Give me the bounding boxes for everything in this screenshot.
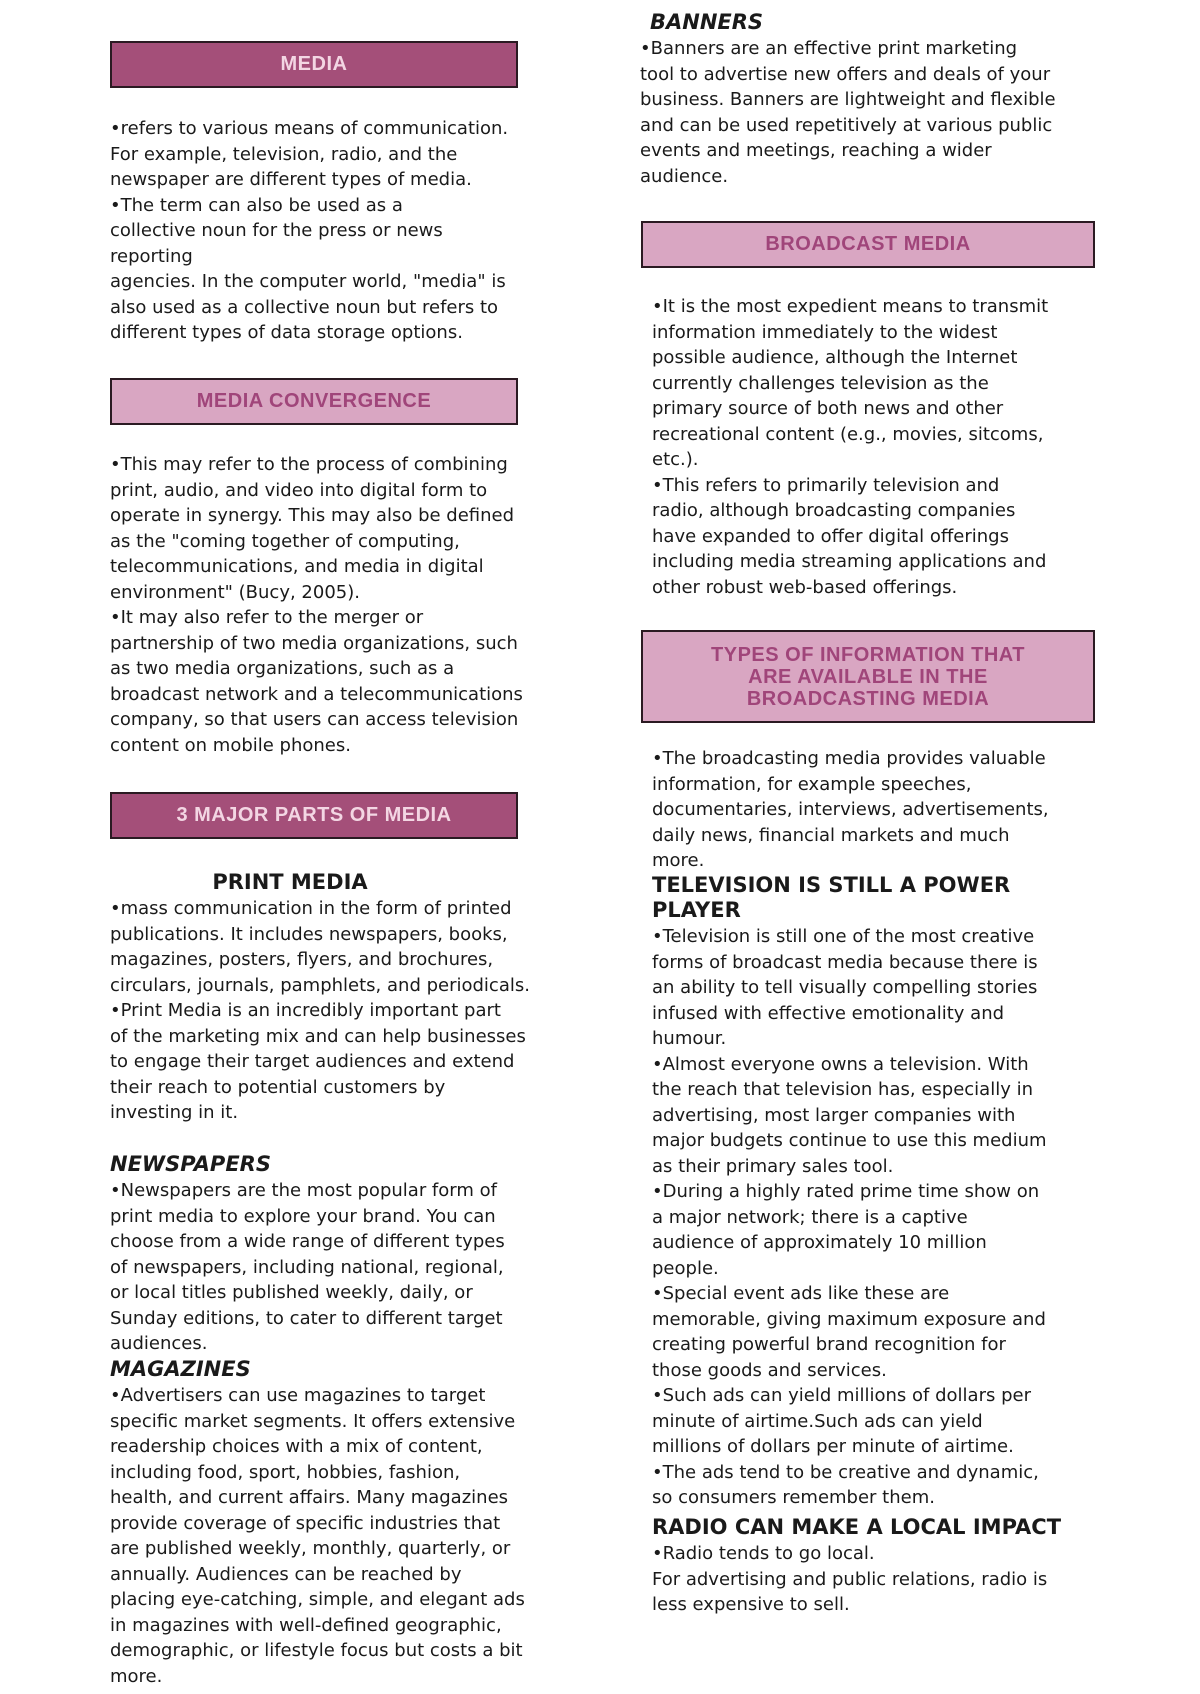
television-heading: TELEVISION IS STILL A POWER PLAYER: [652, 873, 1011, 922]
major-parts-banner: [110, 792, 518, 839]
newspapers-heading: NEWSPAPERS: [110, 1152, 271, 1176]
media-convergence-title: MEDIA CONVERGENCE: [196, 390, 432, 412]
television-body: •Television is still one of the most creative forms of broadcast media because there is an ability to tell visually compelling stories infused with effective emotionality and humour. •Almost everyone owns a television. With the reach that television has, especially in advertising, most larger companies with major budgets continue to use this medium as their primary sales tool. •During a highly rated prime time show on a major network; there is a captive audience of approximately 10 million people. •Special event ads like these are memorable, giving maximum exposure and creating powerful brand recognition for those goods and services. •Such ads can yield millions of dollars per minute of airtime.Such ads can yield millions of dollars per minute of airtime. •The ads tend to be creative and dynamic, so consumers remember them.: [652, 926, 1047, 1508]
print-media-body: •mass communication in the form of printed publications. It includes newspapers, books, magazines, posters, flyers, and brochures, circulars, journals, pamphlets, and periodicals. •Print Media is an incredibly important part of the marketing mix and can help businesses to engage their target audiences and extend their reach to potential customers by investing in it.: [110, 898, 530, 1123]
magazines-body: •Advertisers can use magazines to target specific market segments. It offers extensive readership choices with a mix of content, including food, sport, hobbies, fashion, health, and current affairs. Many magazines provide coverage of specific industries that are published weekly, monthly, quarterly, or annually. Audiences can be reached by placing eye-catching, simple, and elegant ads in magazines with well-defined geographic, demographic, or lifestyle focus but costs a bit more.: [110, 1385, 525, 1687]
broadcast-media-banner: [641, 221, 1095, 268]
magazines-heading: MAGAZINES: [110, 1357, 251, 1381]
types-of-information-banner: [641, 630, 1095, 723]
media-title: MEDIA: [280, 53, 348, 75]
types-of-information-title: TYPES OF INFORMATION THAT ARE AVAILABLE IN THE BROADCASTING MEDIA: [711, 643, 1025, 710]
media-convergence-banner: [110, 378, 518, 425]
media-body: •refers to various means of communication. For example, television, radio, and the newspaper are different types of media. •The term can also be used as a collective noun for the press or news reporting agencies. In the computer world, "media" is also used as a collective noun but refers to different types of data storage options.: [110, 118, 509, 343]
banners-heading: BANNERS: [650, 10, 764, 34]
radio-body: •Radio tends to go local. For advertising and public relations, radio is less expensive to sell.: [652, 1543, 1048, 1615]
newspapers-body: •Newspapers are the most popular form of print media to explore your brand. You can choose from a wide range of different types of newspapers, including national, regional, or local titles published weekly, daily, or Sunday editions, to cater to different target audiences.: [110, 1180, 505, 1354]
media-banner: [110, 41, 518, 88]
broadcast-media-body: •It is the most expedient means to transmit information immediately to the widest possible audience, although the Internet currently challenges television as the primary source of both news and other recreational content (e.g., movies, sitcoms, etc.). •This refers to primarily television and radio, although broadcasting companies have expanded to offer digital offerings including media streaming applications and other robust web-based offerings.: [652, 296, 1049, 598]
radio-heading: RADIO CAN MAKE A LOCAL IMPACT: [652, 1515, 1062, 1539]
print-media-heading: PRINT MEDIA: [212, 870, 368, 894]
banners-body: •Banners are an effective print marketing tool to advertise new offers and deals of your business. Banners are lightweight and flexible and can be used repetitively at various public events and meetings, reaching a wider audience.: [640, 38, 1056, 187]
broadcast-media-title: BROADCAST MEDIA: [765, 233, 971, 255]
major-parts-title: 3 MAJOR PARTS OF MEDIA: [176, 804, 452, 826]
types-of-information-body: •The broadcasting media provides valuable information, for example speeches, documentaries, interviews, advertisements, daily news, financial markets and much more.: [652, 748, 1049, 871]
media-convergence-body: •This may refer to the process of combining print, audio, and video into digital form to operate in synergy. This may also be defined as the "coming together of computing, telecommunications, and media in digital environment" (Bucy, 2005). •It may also refer to the merger or partnership of two media organizations, such as two media organizations, such as a broadcast network and a telecommunications company, so that users can access television content on mobile phones.: [110, 454, 523, 756]
